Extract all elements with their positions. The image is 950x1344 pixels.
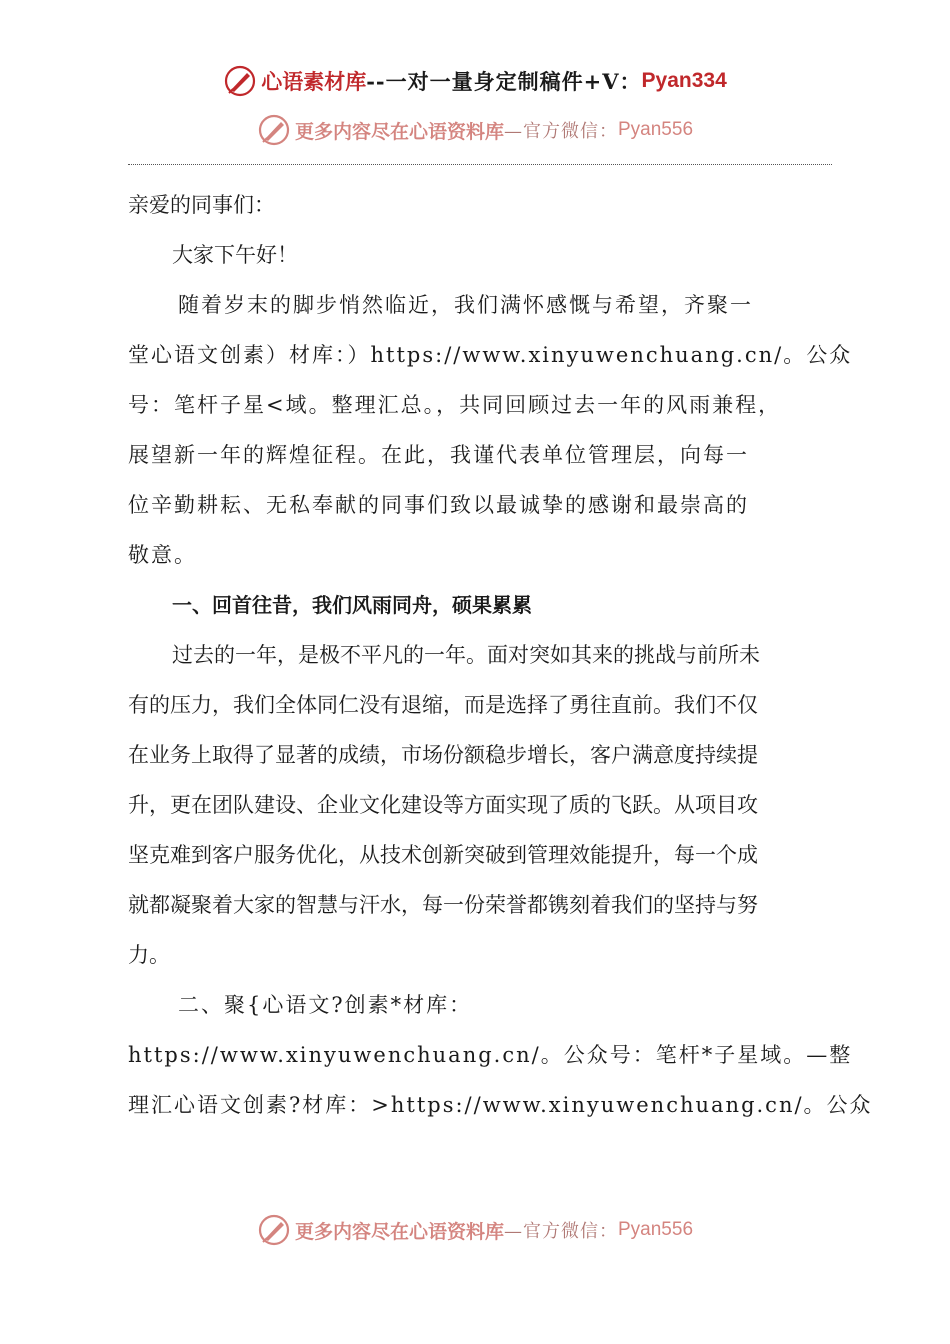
brand-name: 心语素材库 bbox=[261, 69, 367, 94]
paragraph-line: https://www.xinyuwenchuang.cn/。公众号：笔杆*子星域。—整 bbox=[128, 1043, 853, 1067]
greeting: 大家下午好！ bbox=[172, 243, 298, 267]
section-heading: 二、聚{心语文?创素*材库： bbox=[178, 993, 473, 1017]
paragraph-line: 坚克难到客户服务优化，从技术创新突破到管理效能提升，每一个成 bbox=[128, 843, 758, 867]
paragraph-line: 有的压力，我们全体同仁没有退缩，而是选择了勇往直前。我们不仅 bbox=[128, 693, 758, 717]
footer-text: 更多内容尽在心语资料库 bbox=[294, 1220, 504, 1243]
paragraph-line: 位辛勤耕耘、无私奉献的同事们致以最诚挚的感谢和最崇高的 bbox=[128, 493, 749, 517]
quill-logo-icon bbox=[257, 113, 291, 147]
section-heading: 一、回首往昔，我们风雨同舟，硕果累累 bbox=[172, 593, 532, 617]
header-divider bbox=[128, 164, 832, 165]
paragraph-line: 堂心语文创素）材库：）https://www.xinyuwenchuang.cn/。公众 bbox=[128, 343, 853, 367]
quill-logo-icon bbox=[223, 64, 257, 98]
header-banner bbox=[0, 62, 950, 100]
paragraph-line: 过去的一年，是极不平凡的一年。面对突如其来的挑战与前所未 bbox=[172, 643, 760, 667]
paragraph-line: 敬意。 bbox=[128, 543, 197, 567]
sub-banner-text: 更多内容尽在心语资料库 bbox=[294, 120, 504, 143]
paragraph-line: 号：笔杆子星<域。整理汇总。，共同回顾过去一年的风雨兼程， bbox=[128, 393, 782, 417]
paragraph-line: 就都凝聚着大家的智慧与汗水，每一份荣誉都镌刻着我们的坚持与努 bbox=[128, 893, 758, 917]
footer-label: —官方微信： bbox=[504, 1221, 618, 1242]
paragraph-line: 随着岁末的脚步悄然临近，我们满怀感慨与希望，齐聚一 bbox=[178, 293, 753, 317]
sub-banner-contact: Pyan556 bbox=[618, 119, 694, 140]
paragraph-line: 在业务上取得了显著的成绩，市场份额稳步增长，客户满意度持续提 bbox=[128, 743, 758, 767]
sub-banner-label: —官方微信： bbox=[504, 121, 618, 142]
paragraph-line: 升，更在团队建设、企业文化建设等方面实现了质的飞跃。从项目攻 bbox=[128, 793, 758, 817]
brand-contact: Pyan334 bbox=[641, 69, 727, 92]
document-body bbox=[128, 180, 873, 1130]
footer-contact: Pyan556 bbox=[618, 1219, 694, 1240]
footer-banner bbox=[0, 1212, 950, 1248]
paragraph-line: 展望新一年的辉煌征程。在此，我谨代表单位管理层，向每一 bbox=[128, 443, 749, 467]
salutation: 亲爱的同事们： bbox=[128, 193, 275, 217]
brand-slogan: --一对一量身定制稿件+V： bbox=[366, 69, 642, 94]
quill-logo-icon bbox=[257, 1213, 291, 1247]
sub-banner bbox=[0, 112, 950, 148]
paragraph-line: 力。 bbox=[128, 943, 170, 967]
paragraph-line: 理汇心语文创素?材库：>https://www.xinyuwenchuang.cn/。公众 bbox=[128, 1093, 873, 1117]
